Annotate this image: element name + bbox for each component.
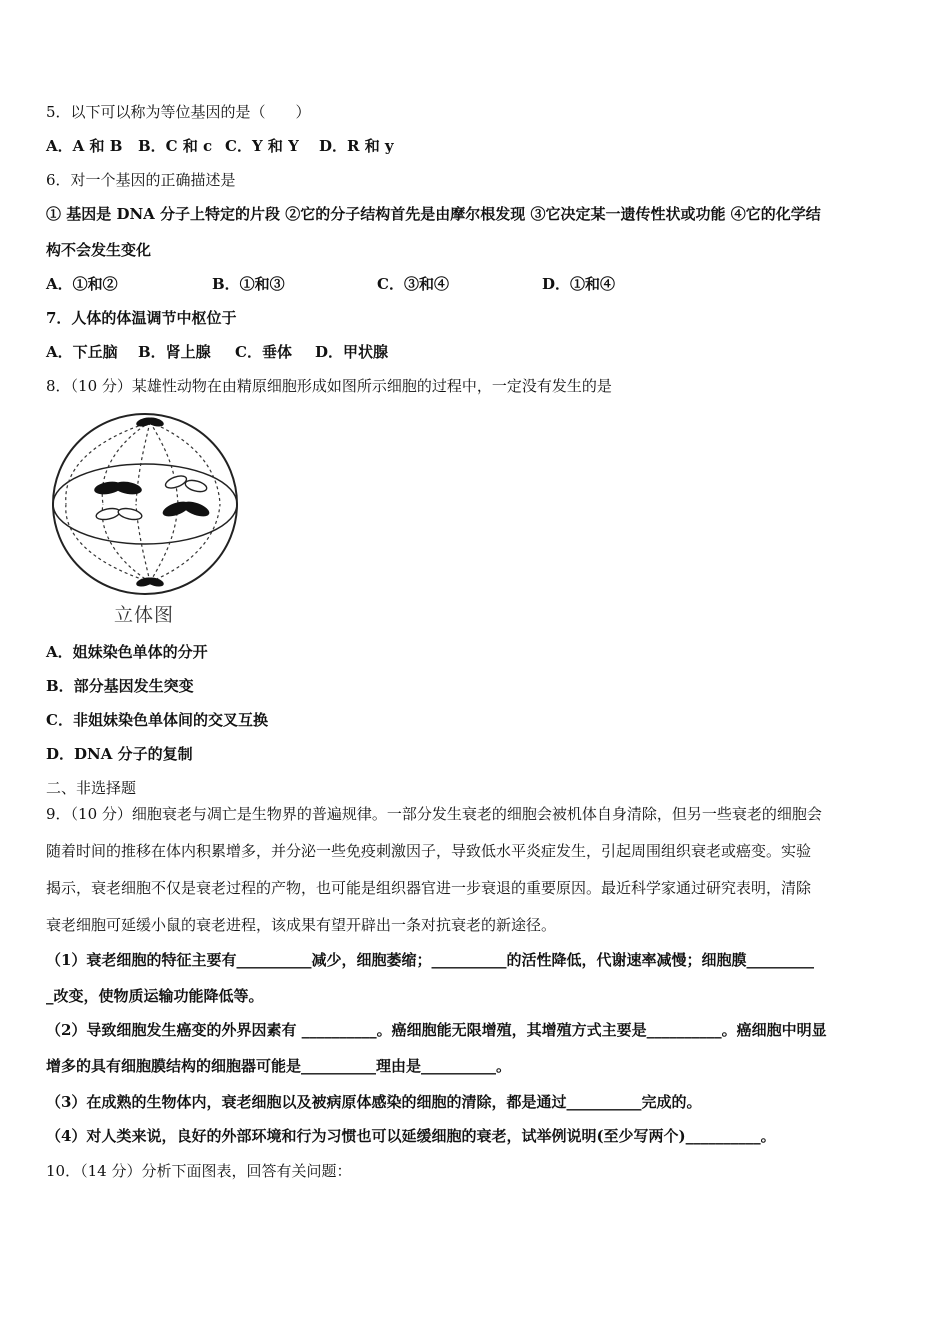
q6-option-b: B．①和③ xyxy=(212,275,285,293)
q5-stem: 5．以下可以称为等位基因的是（ ） xyxy=(46,103,311,121)
q9-sub1-line1: （1）衰老细胞的特征主要有__________减少，细胞萎缩；__________的活性降低，代谢速率减慢；细胞膜_________ xyxy=(46,951,814,969)
q5-option-a: A．A 和 B xyxy=(46,137,123,155)
section2-title: 二、非选择题 xyxy=(46,779,137,797)
q5-options xyxy=(46,136,394,156)
q6-option-a: A．①和② xyxy=(46,275,118,293)
q8-stem: 8．（10 分）某雄性动物在由精原细胞形成如图所示细胞的过程中，一定没有发生的是 xyxy=(46,377,612,395)
q7-stem: 7．人体的体温调节中枢位于 xyxy=(46,309,237,327)
q9-sub2-line2: 增多的具有细胞膜结构的细胞器可能是__________理由是__________。 xyxy=(46,1057,512,1075)
q10-stem: 10．（14 分）分析下面图表，回答有关问题： xyxy=(46,1162,352,1180)
q9-intro-line2: 随着时间的推移在体内积累增多，并分泌一些免疫刺激因子，导致低水平炎症发生，引起周围组织衰老或癌变。实验 xyxy=(46,842,812,860)
q8-option-b: B．部分基因发生突变 xyxy=(46,677,194,695)
q7-option-c: C．垂体 xyxy=(235,343,292,361)
q9-intro-line1: 9．（10 分）细胞衰老与凋亡是生物界的普遍规律。一部分发生衰老的细胞会被机体自身清除，但另一些衰老的细胞会 xyxy=(46,805,822,823)
q9-intro-line3: 揭示，衰老细胞不仅是衰老过程的产物，也可能是组织器官进一步衰退的重要原因。最近科学家通过研究表明，清除 xyxy=(46,879,812,897)
q9-intro-line4: 衰老细胞可延缓小鼠的衰老进程，该成果有望开辟出一条对抗衰老的新途径。 xyxy=(46,916,557,934)
q6-body-line1: ① 基因是 DNA 分子上特定的片段 ②它的分子结构首先是由摩尔根发现 ③它决定某一遗传性状或功能 ④它的化学结 xyxy=(46,205,821,223)
q9-sub2-line1: （2）导致细胞发生癌变的外界因素有 __________。癌细胞能无限增殖，其增殖方式主要是__________。癌细胞中明显 xyxy=(46,1021,827,1039)
q7-options xyxy=(46,342,388,362)
q8-option-d: D．DNA 分子的复制 xyxy=(46,745,193,763)
cell-division-figure xyxy=(48,412,248,628)
cell-spindle-diagram xyxy=(48,412,248,602)
figure-caption: 立体图 xyxy=(114,604,175,626)
q5-option-b: B．C 和 c xyxy=(138,137,213,155)
q8-option-c: C．非姐妹染色单体间的交叉互换 xyxy=(46,711,268,729)
q6-stem: 6．对一个基因的正确描述是 xyxy=(46,171,236,189)
q7-option-a: A．下丘脑 xyxy=(46,343,118,361)
q6-body-line2: 构不会发生变化 xyxy=(46,241,152,259)
q9-sub1-line2: _改变，使物质运输功能降低等。 xyxy=(46,987,264,1005)
q9-sub3: （3）在成熟的生物体内，衰老细胞以及被病原体感染的细胞的清除，都是通过__________完成的。 xyxy=(46,1093,702,1111)
q7-option-b: B．肾上腺 xyxy=(138,343,211,361)
q6-option-d: D．①和④ xyxy=(542,275,616,293)
q8-option-a: A．姐妹染色单体的分开 xyxy=(46,643,208,661)
q6-option-c: C．③和④ xyxy=(377,275,449,293)
q7-option-d: D．甲状腺 xyxy=(315,343,389,361)
q5-option-c: C．Y 和 Y xyxy=(225,137,299,155)
q6-options xyxy=(46,274,615,294)
q9-sub4: （4）对人类来说，良好的外部环境和行为习惯也可以延缓细胞的衰老，试举例说明(至少写两个)__________。 xyxy=(46,1127,776,1145)
q5-option-d: D．R 和 y xyxy=(319,137,394,155)
